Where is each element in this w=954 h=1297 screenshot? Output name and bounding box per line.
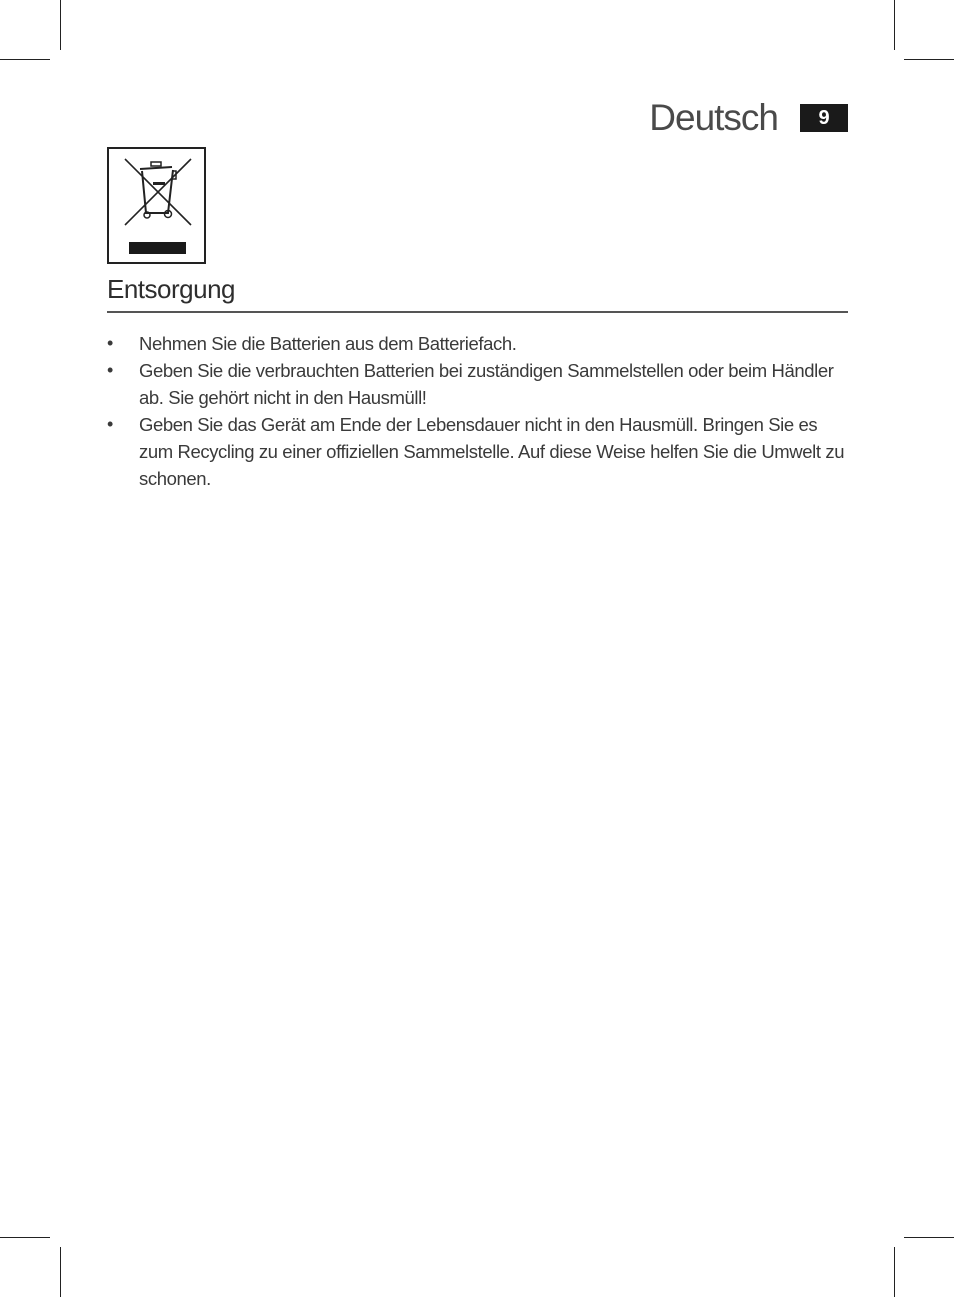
list-item [107, 357, 848, 411]
list-item [107, 330, 848, 357]
list-item-text: Geben Sie die verbrauchten Batterien bei zuständigen Sammelstellen oder beim Händler ab. Sie gehört nicht in den Hausmüll! [139, 360, 834, 408]
crop-mark-top-left-horizontal [0, 59, 50, 60]
section-title: Entsorgung [107, 274, 848, 313]
crop-mark-top-right-horizontal [904, 59, 954, 60]
language-title: Deutsch [649, 97, 778, 138]
crop-mark-bottom-left-vertical [60, 1247, 61, 1297]
weee-symbol-frame [107, 147, 206, 264]
crop-mark-top-left-vertical [60, 0, 61, 50]
crop-mark-top-right-vertical [894, 0, 895, 50]
disposal-instructions-list [107, 330, 848, 492]
list-item-text: Nehmen Sie die Batterien aus dem Batteriefach. [139, 333, 517, 354]
crop-mark-bottom-right-vertical [894, 1247, 895, 1297]
page-header [649, 96, 848, 140]
list-item [107, 411, 848, 492]
bullet-point: • [107, 360, 113, 380]
crop-mark-bottom-right-horizontal [904, 1237, 954, 1238]
crop-mark-bottom-left-horizontal [0, 1237, 50, 1238]
bullet-point: • [107, 414, 113, 434]
list-item-text: Geben Sie das Gerät am Ende der Lebensdauer nicht in den Hausmüll. Bringen Sie es zum Recycling zu einer offiziellen Sammelstelle. Auf diese Weise helfen Sie die Umwelt zu schonen. [139, 414, 845, 489]
page-number-badge: 9 [800, 104, 848, 132]
bullet-point: • [107, 333, 113, 353]
crossed-out-wheelie-bin-icon [109, 149, 204, 262]
